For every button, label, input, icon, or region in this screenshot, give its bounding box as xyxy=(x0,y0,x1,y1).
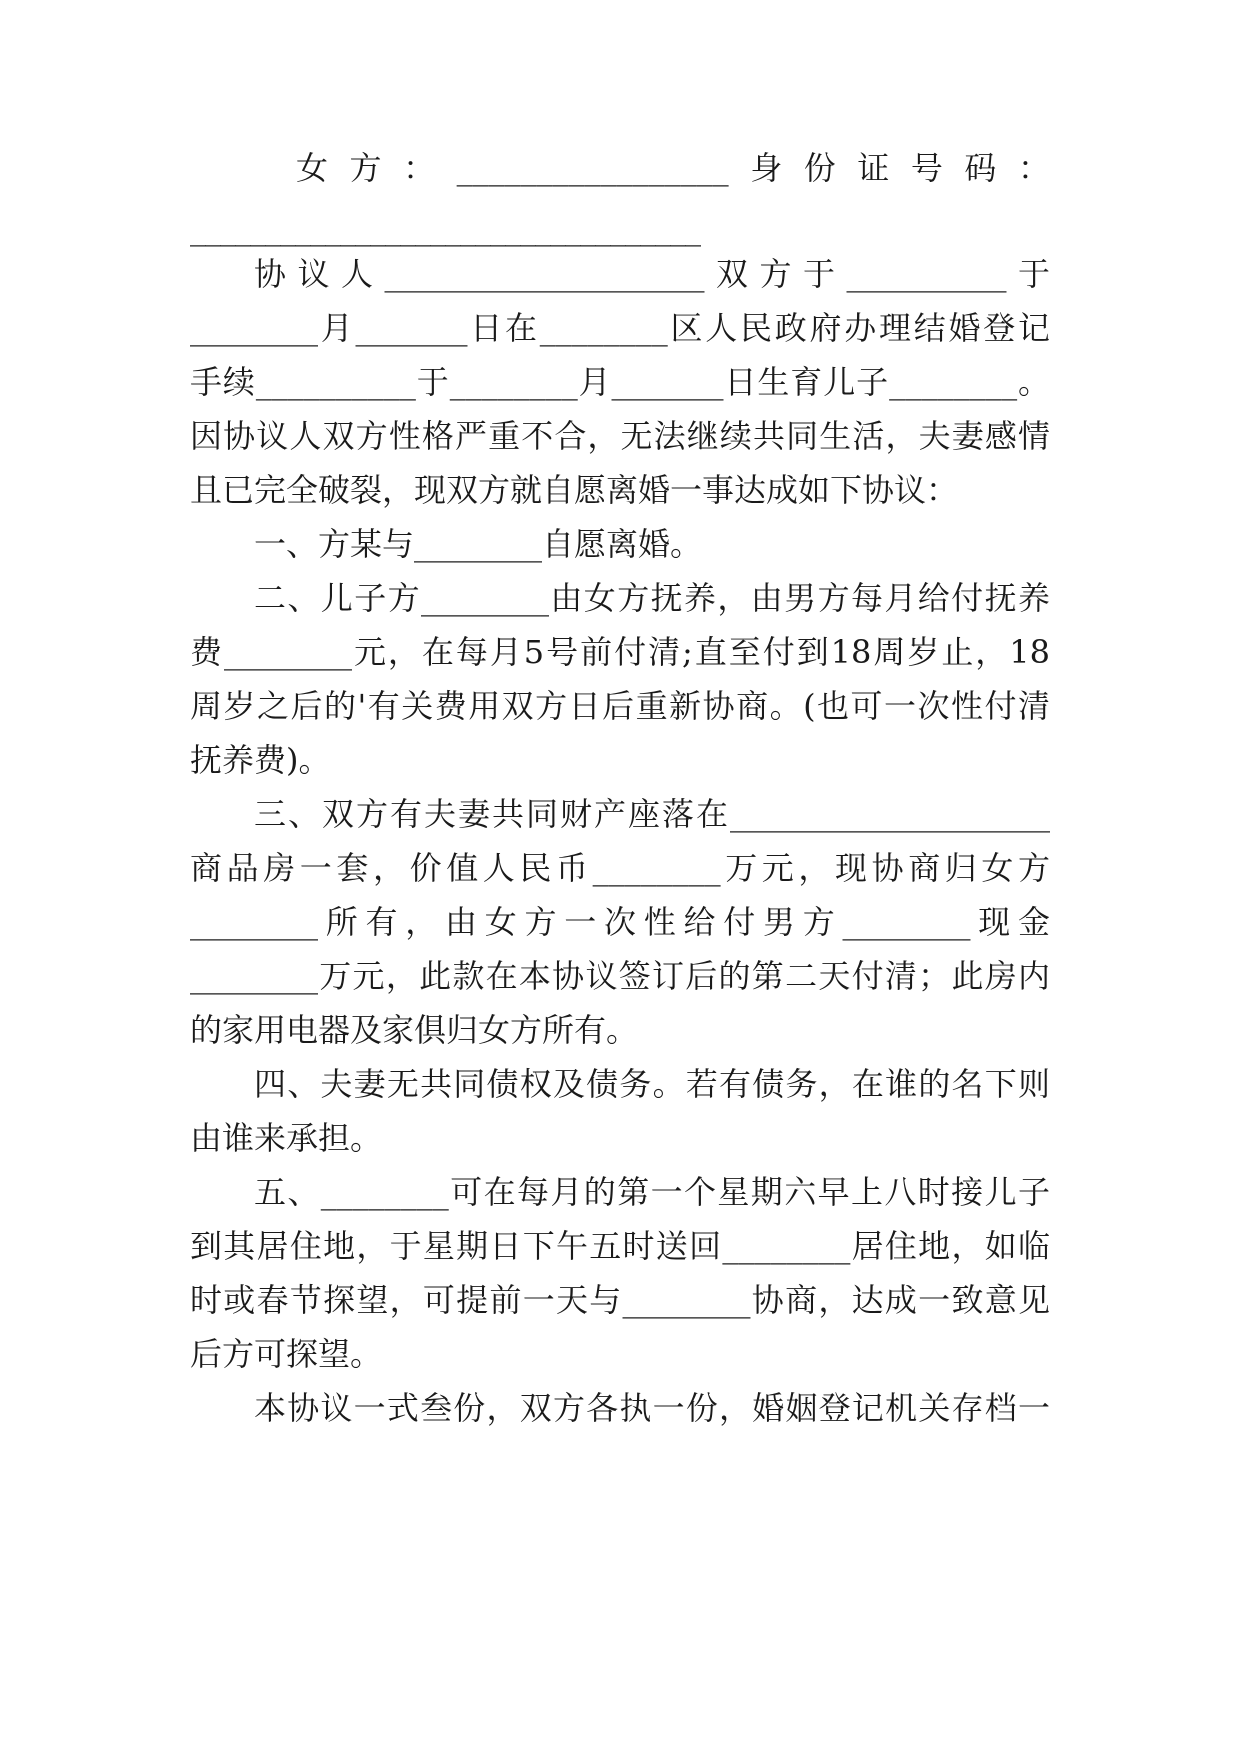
clause-2-line-3: 周岁之后的'有关费用双方日后重新协商。(也可一次性付清 xyxy=(190,687,1050,725)
text-line-female-party-id: 女方：_________________身份证号码： xyxy=(296,149,1050,187)
text-line-id-blank: __________________________________ xyxy=(190,209,700,247)
clause-3-line-5: 的家用电器及家俱归女方所有。 xyxy=(190,1011,639,1049)
clause-3-line-4: ________万元，此款在本协议签订后的第二天付清；此房内 xyxy=(190,957,1050,995)
text-line-reason-2: 且已完全破裂，现双方就自愿离婚一事达成如下协议： xyxy=(190,471,959,509)
closing-line: 本协议一式叁份，双方各执一份，婚姻登记机关存档一 xyxy=(254,1389,1050,1427)
clause-4-line-2: 由谁来承担。 xyxy=(190,1119,383,1157)
text-line-reason-1: 因协议人双方性格严重不合，无法继续共同生活，夫妻感情 xyxy=(190,417,1050,455)
clause-5-line-1: 五、________可在每月的第一个星期六早上八时接儿子 xyxy=(254,1173,1050,1211)
clause-5-line-4: 后方可探望。 xyxy=(190,1335,383,1373)
clause-4-line-1: 四、夫妻无共同债权及债务。若有债务，在谁的名下则 xyxy=(254,1065,1050,1103)
clause-3-line-1: 三、双方有夫妻共同财产座落在____________________ xyxy=(254,795,1050,833)
text-line-parties: 协议人____________________双方于__________于 xyxy=(254,255,1050,293)
clause-2-line-4: 抚养费)。 xyxy=(190,741,331,779)
clause-3-line-2: 商品房一套，价值人民币________万元，现协商归女方 xyxy=(190,849,1050,887)
clause-2-line-2: 费________元，在每月5号前付清;直至付到18周岁止，18 xyxy=(190,633,1050,671)
clause-3-line-3: ________所有，由女方一次性给付男方________现金 xyxy=(190,903,1050,941)
clause-1: 一、方某与________自愿离婚。 xyxy=(254,525,703,563)
text-line-registration: ________月_______日在________区人民政府办理结婚登记 xyxy=(190,309,1050,347)
clause-5-line-2: 到其居住地，于星期日下午五时送回________居住地，如临 xyxy=(190,1227,1050,1265)
clause-5-line-3: 时或春节探望，可提前一天与________协商，达成一致意见 xyxy=(190,1281,1050,1319)
clause-2-line-1: 二、儿子方________由女方抚养，由男方每月给付抚养 xyxy=(254,579,1050,617)
text-line-son-birth: 手续__________于________月_______日生育儿子________。 xyxy=(190,363,1050,401)
